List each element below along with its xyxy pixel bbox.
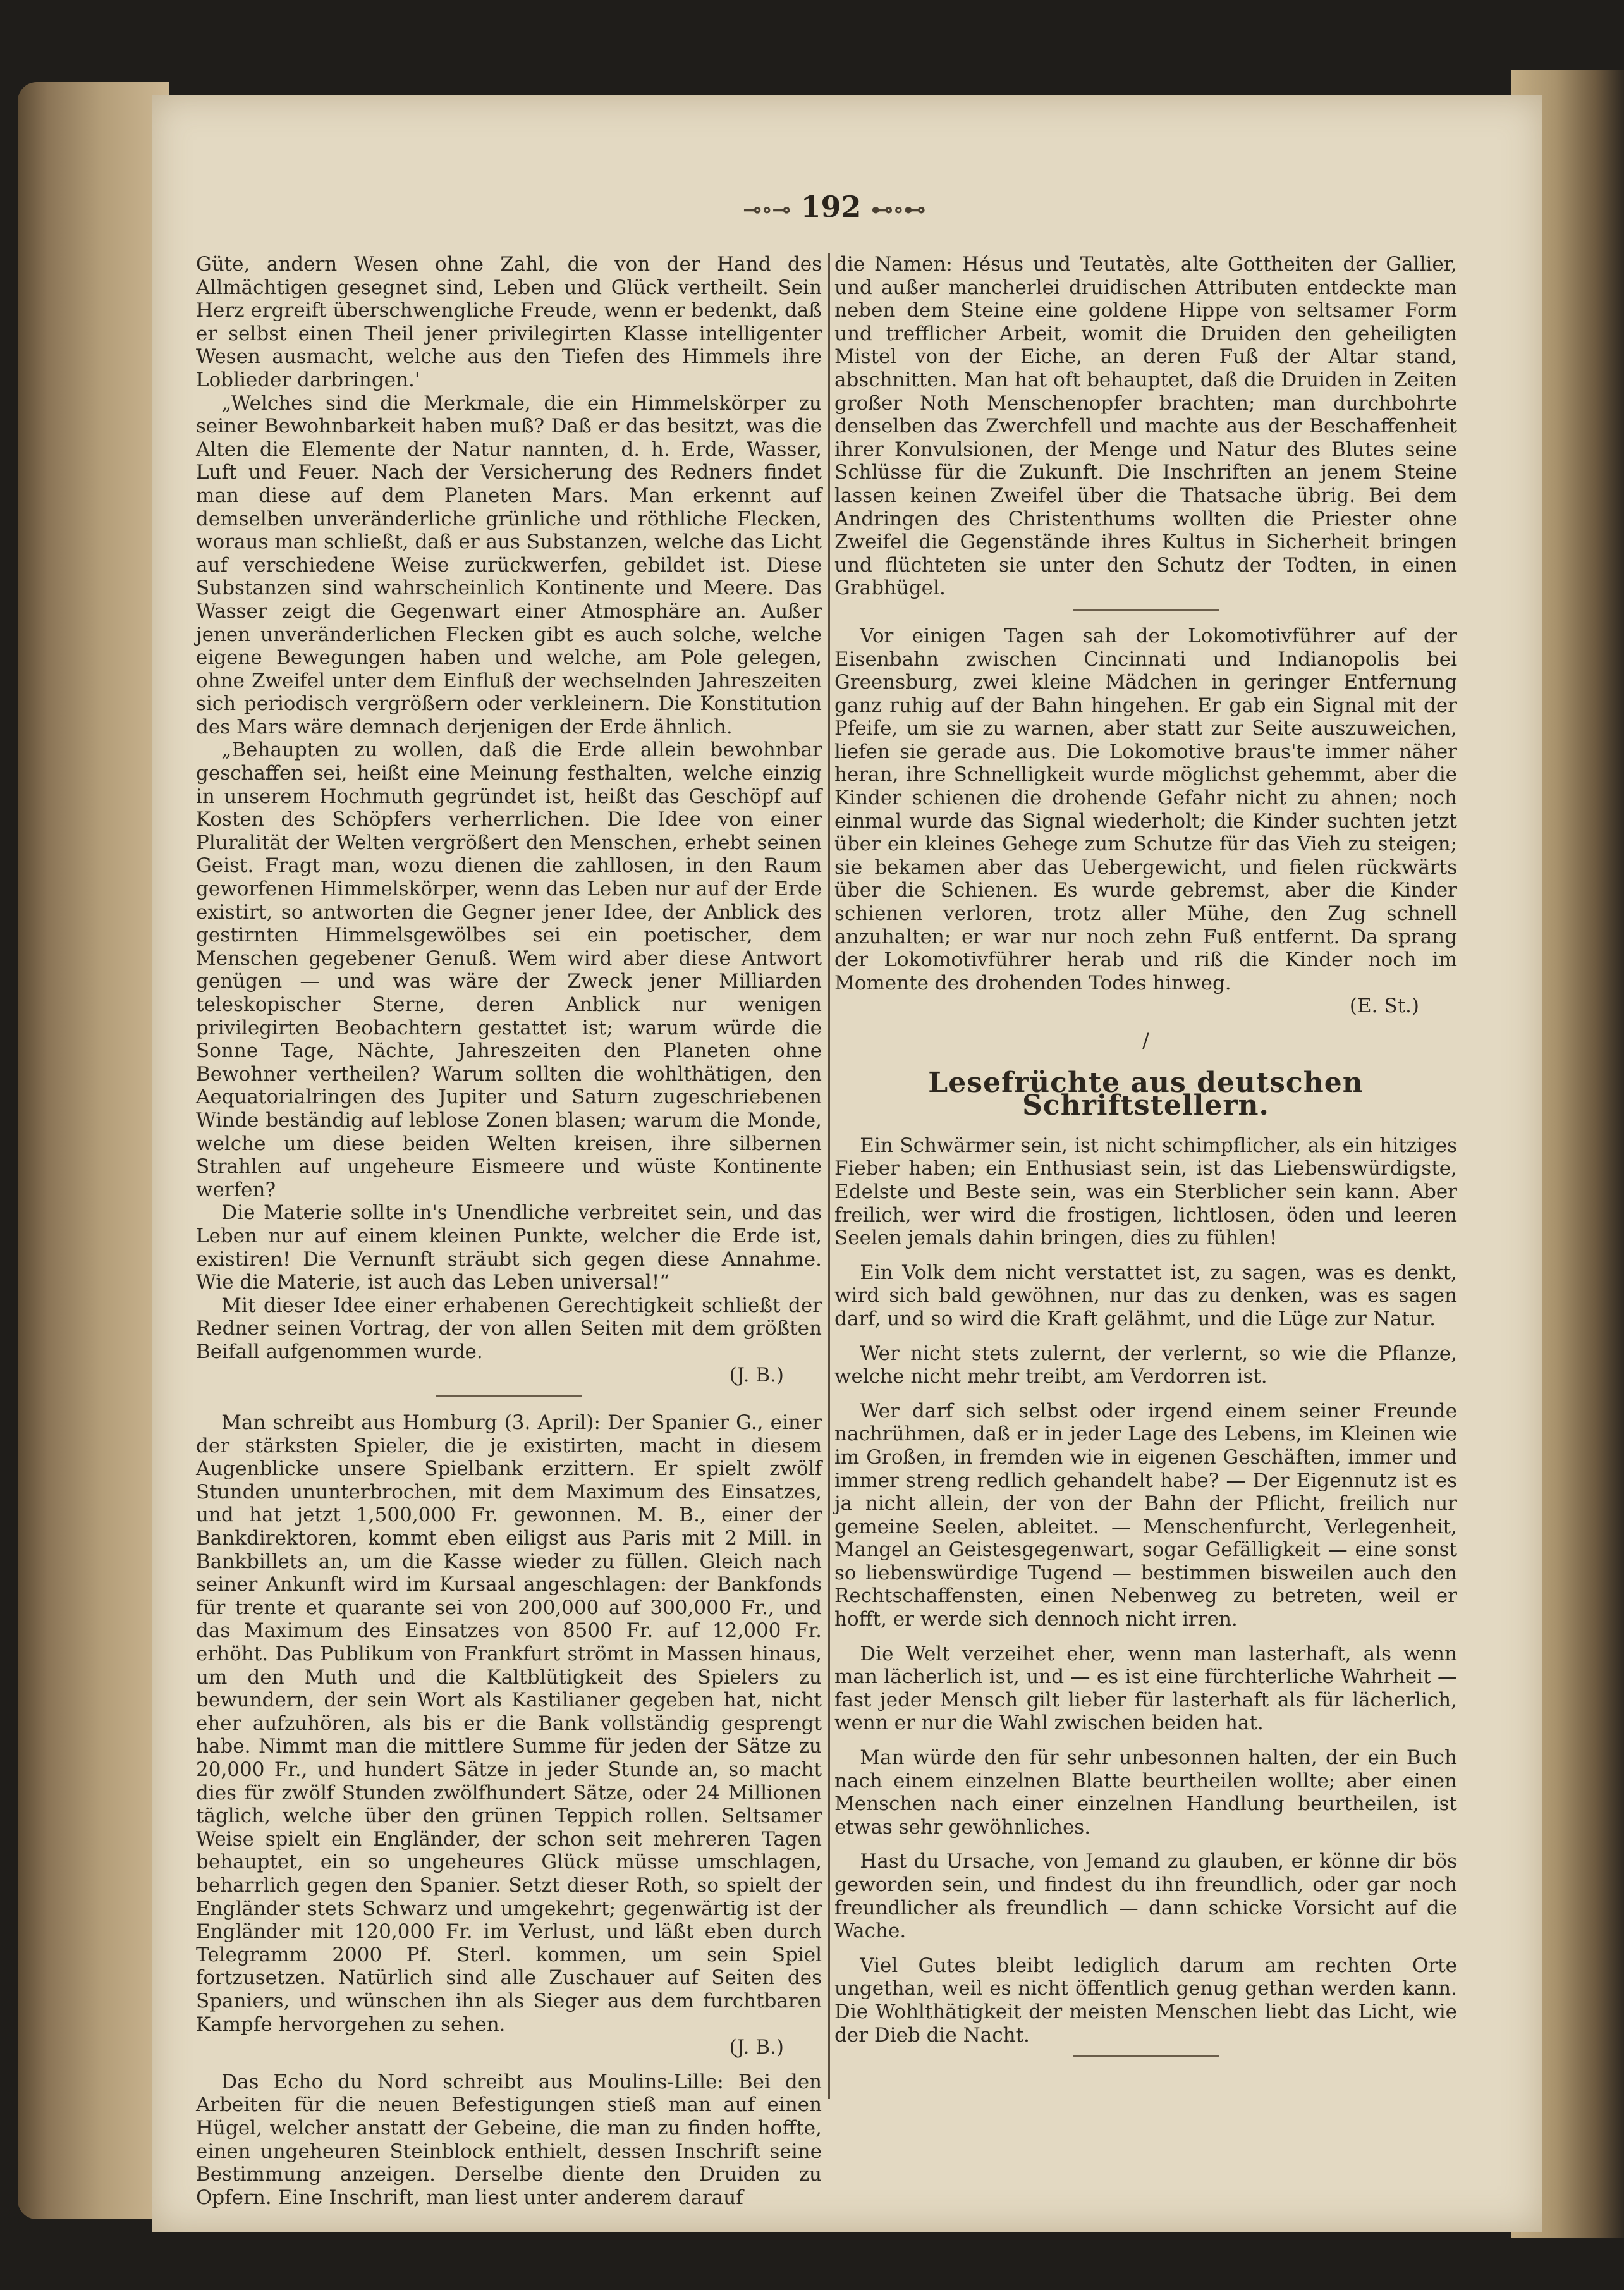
book-edge-left — [18, 82, 169, 2219]
paragraph: Güte, andern Wesen ohne Zahl, die von der Hand des Allmächtigen gesegnet sind, Leben und Glück vertheilt. Sein Herz ergreift überschwengliche Freude, wenn er bedenkt, daß er selbst einen Theil jener privilegirten Klasse intelligenter Wesen ausmacht, welche aus den Tiefen des Himmels ihre Loblieder darbringen.' — [196, 253, 822, 391]
spacer — [834, 1839, 1457, 1850]
ornament-right-icon: ⊷∘⊷ — [871, 197, 926, 223]
aphorism: Wer darf sich selbst oder irgend einem seiner Freunde nachrühmen, daß er in jeder Lage des Lebens, im Kleinen wie im Großen, in fremden wie in eigenen Geschäften, immer und immer streng redlich gehandelt habe? — Der Eigennutz ist es ja nicht allein, der von der Bahn der Pflicht, freilich nur gemeine Seelen, ableitet. — Menschenfurcht, Verlegenheit, Mangel an Geistesgegenwart, sogar Gefälligkeit — eine sonst so liebenswürdige Tugend — bestimmen bisweilen auch den Rechtschaffensten, einen Nebenweg zu betreten, weil er hofft, er werde sich dennoch nicht irren. — [834, 1399, 1457, 1631]
paragraph: Mit dieser Idee einer erhabenen Gerechtigkeit schließt der Redner seinen Vortrag, der von allen Seiten mit dem größten Beifall aufgenommen wurde. — [196, 1294, 822, 1363]
aphorism: Ein Schwärmer sein, ist nicht schimpflicher, als ein hitziges Fieber haben; ein Enthusiast sein, ist das Liebenswürdigste, Edelste und Beste sein, was ein Sterblicher sein kann. Aber freilich, wer wird die frostigen, lichtlosen, öden und leeren Seelen jemals dahin bringen, dies zu fühlen! — [834, 1134, 1457, 1250]
aphorism: Die Welt verzeihet eher, wenn man lasterhaft, als wenn man lächerlich ist, und — es ist eine fürchterliche Wahrheit — fast jeder Mensch gilt lieber für lasterhaft als für lächerlich, wenn er nur die Wahl zwischen beiden hat. — [834, 1642, 1457, 1735]
spacer — [196, 2059, 822, 2071]
paragraph: „Welches sind die Merkmale, die ein Himmelskörper zu seiner Bewohnbarkeit haben muß? Daß er das besitzt, was die Alten die Elemente der Natur nannten, d. h. Erde, Wasser, Luft und Feuer. Nach der Versicherung des Redners findet man diese auf dem Planeten Mars. Man erkennt auf demselben unveränderliche grünliche und röthliche Flecken, woraus man schließt, daß er aus Substanzen, welche das Licht auf verschiedene Weise zurückwerfen, gebildet ist. Diese Substanzen sind wahrscheinlich Kontinente und Meere. Das Wasser zeigt die Gegenwart einer Atmosphäre an. Außer jenen unveränderlichen Flecken gibt es auch solche, welche eigene Bewegungen haben und welche, am Pole gelegen, ohne Zweifel unter dem Einfluß der wechselnden Jahreszeiten sich periodisch vergrößern oder verkleinern. Die Konstitution des Mars wäre demnach derjenigen der Erde ähnlich. — [196, 391, 822, 738]
paragraph-druid: die Namen: Hésus und Teutatès, alte Gottheiten der Gallier, und außer mancherlei druidischen Attributen entdeckte man neben dem Steine eine goldene Hippe von seltsamer Form und trefflicher Arbeit, womit die Druiden den geheiligten Mistel von der Eiche, an deren Fuß der Altar stand, abschnitten. Man hat oft behauptet, daß die Druiden in Zeiten großer Noth Menschenopfer brachten; man durchbohrte denselben das Zwerchfell und machte aus der Beschaffenheit ihrer Konvulsionen, der Menge und Natur des Blutes seine Schlüsse für die Zukunft. Die Inschriften an jenem Steine lassen keinen Zweifel über die Thatsache übrig. Bei dem Andringen des Christenthums wollten die Priester ohne Zweifel die Gegenstände ihres Kultus in Sicherheit bringen und flüchteten sie unter den Schutz der Todten, in einen Grabhügel. — [834, 253, 1457, 600]
page-header — [695, 190, 974, 234]
paragraph: Die Materie sollte in's Unendliche verbreitet sein, und das Leben nur auf einem kleinen Punkte, welcher die Erde ist, existiren! Die Vernunft sträubt sich gegen diese Annahme. Wie die Materie, ist auch das Leben universal!“ — [196, 1201, 822, 1294]
spacer — [834, 1388, 1457, 1400]
separator — [1073, 609, 1219, 611]
ornament-left-icon: ⊸∘⊸ — [743, 197, 791, 223]
aphorism: Hast du Ursache, von Jemand zu glauben, er könne dir bös geworden sein, und findest du ihn freundlich, oder gar noch freundlicher als freundlich — dann schicke Vorsicht auf die Wache. — [834, 1850, 1457, 1943]
spacer — [834, 1631, 1457, 1643]
separator — [436, 1395, 582, 1397]
aphorism: Man würde den für sehr unbesonnen halten, der ein Buch nach einem einzelnen Blatte beurtheilen wollte; aber einen Menschen nach einer einzelnen Handlung beurtheilen, ist etwas sehr gewöhnliches. — [834, 1746, 1457, 1839]
signature: (J. B.) — [729, 1363, 784, 1387]
slash-mark: / — [1142, 1029, 1149, 1052]
separator — [1073, 2055, 1219, 2057]
paragraph: „Behaupten zu wollen, daß die Erde allein bewohnbar geschaffen sei, heißt eine Meinung festhalten, welche einzig in unserem Hochmuth gegründet ist, heißt das Geschöpf auf Kosten des Schöpfers verherrlichen. Die Idee von einer Pluralität der Welten vergrößert den Menschen, erhebt seinen Geist. Fragt man, wozu dienen die zahllosen, in den Raum geworfenen Himmelskörper, wenn das Leben nur auf der Erde existirt, so antworten die Gegner jener Idee, der Anblick des gestirnten Himmelsgewölbes sei ein poetischer, dem Menschen gegebener Genuß. Wem wird aber diese Antwort genügen — und was wäre der Zweck jener Milliarden teleskopischer Sterne, deren Anblick nur wenigen privilegirten Beobachtern gestattet ist; warum würde die Sonne Tage, Nächte, Jahreszeiten den Planeten ohne Bewohner vertheilen? Warum sollten die wohlthätigen, den Aequatorialringen des Jupiter und Saturn zugeschriebenen Winde beständig auf leblose Zonen blasen; warum die Monde, welche um diese beiden Welten kreisen, ihre silbernen Strahlen auf ungeheure Eismeere und wüste Kontinente werfen? — [196, 738, 822, 1201]
right-column — [834, 253, 1457, 2099]
section-title: Lesefrüchte aus deutschen Schriftstellern. — [928, 1066, 1364, 1122]
spacer — [834, 1735, 1457, 1746]
aphorism: Wer nicht stets zulernt, der verlernt, so wie die Pflanze, welche nicht mehr treibt, am Verdorren ist. — [834, 1342, 1457, 1388]
paragraph-echo: Das Echo du Nord schreibt aus Moulins-Lille: Bei den Arbeiten für die neuen Befestigungen stieß man auf einen Hügel, welcher anstatt der Gebeine, die man zu finden hoffte, einen ungeheuren Steinblock enthielt, dessen Inschrift seine Bestimmung anzeigen. Derselbe diente den Druiden zu Opfern. Eine Inschrift, man liest unter anderem darauf — [196, 2070, 822, 2209]
spacer — [834, 1331, 1457, 1342]
column-rule — [828, 253, 830, 2099]
aphorism: Ein Volk dem nicht verstattet ist, zu sagen, was es denkt, wird sich bald gewöhnen, nur das zu denken, was es sagen darf, und so wird die Kraft gelähmt, und die Lüge zur Natur. — [834, 1261, 1457, 1330]
left-column — [196, 253, 822, 2209]
aphorism: Viel Gutes bleibt lediglich darum am rechten Orte ungethan, weil es nicht öffentlich genug gethan werden kann. Die Wohlthätigkeit der meisten Menschen liebt das Licht, wie der Dieb die Nacht. — [834, 1954, 1457, 2047]
paragraph-homburg: Man schreibt aus Homburg (3. April): Der Spanier G., einer der stärksten Spieler, die je existirten, macht in diesem Augenblicke unsere Spielbank erzittern. Er spielt zwölf Stunden ununterbrochen, mit dem Maximum des Einsatzes, und hat jetzt 1,500,000 Fr. gewonnen. M. B., einer der Bankdirektoren, kommt eben eiligst aus Paris mit 2 Mill. in Bankbillets an, um die Kasse wieder zu füllen. Gleich nach seiner Ankunft wird im Kursaal angeschlagen: der Bankfonds für trente et quarante sei von 200,000 auf 300,000 Fr., und das Maximum des Einsatzes von 8500 Fr. auf 12,000 Fr. erhöht. Das Publikum von Frankfurt strömt in Massen hinaus, um den Muth und die Kaltblütigkeit des Spielers zu bewundern, der sein Wort als Kastilianer gegeben hat, nicht eher aufzuhören, als bis er die Bank vollständig gesprengt habe. Nimmt man die mittlere Summe für jeden der Sätze zu 20,000 Fr., und hundert Sätze in jeder Stunde an, so macht dies für zwölf Stunden zwölfhundert Sätze, oder 24 Millionen täglich, welche über den grünen Teppich rollen. Seltsamer Weise spielt ein Engländer, der schon seit mehreren Tagen behauptet, ein so ungeheures Glück müsse umschlagen, beharrlich gegen den Spanier. Setzt dieser Roth, so spielt der Engländer stets Schwarz und umgekehrt; gegenwärtig ist der Engländer mit 120,000 Fr. im Verlust, und läßt eben durch Telegramm 2000 Pf. Sterl. kommen, um sein Spiel fortzusetzen. Natürlich sind alle Zuschauer auf Seiten des Spaniers, und wünschen ihn als Sieger aus dem furchtbaren Kampfe hervorgehen zu sehen. — [196, 1411, 822, 2036]
page-number: 192 — [800, 190, 862, 224]
signature: (E. St.) — [1349, 995, 1419, 1018]
spacer — [834, 1250, 1457, 1261]
signature: (J. B.) — [729, 2036, 784, 2059]
spacer — [834, 1943, 1457, 1954]
paragraph-lokomotive: Vor einigen Tagen sah der Lokomotivführer auf der Eisenbahn zwischen Cincinnati und Indianopolis bei Greensburg, zwei kleine Mädchen in geringer Entfernung ganz ruhig auf der Bahn hingehen. Er gab ein Signal mit der Pfeife, um sie zu warnen, aber statt zur Seite auszuweichen, liefen sie gerade aus. Die Lokomotive braus'te immer näher heran, ihre Schnelligkeit wurde möglichst gehemmt, aber die Kinder schienen die drohende Gefahr nicht zu ahnen; noch einmal wurde das Signal wiederholt; die Kinder suchten jetzt über ein kleines Gehege zum Schutze für das Vieh zu steigen; sie bekamen aber das Uebergewicht, und fielen rückwärts über die Schienen. Es wurde gebremst, aber die Kinder schienen verloren, trotz aller Mühe, den Zug schnell anzuhalten; er war nur noch zehn Fuß entfernt. Da sprang der Lokomotivführer herab und riß die Kinder noch im Momente des drohenden Todes hinweg. — [834, 624, 1457, 995]
